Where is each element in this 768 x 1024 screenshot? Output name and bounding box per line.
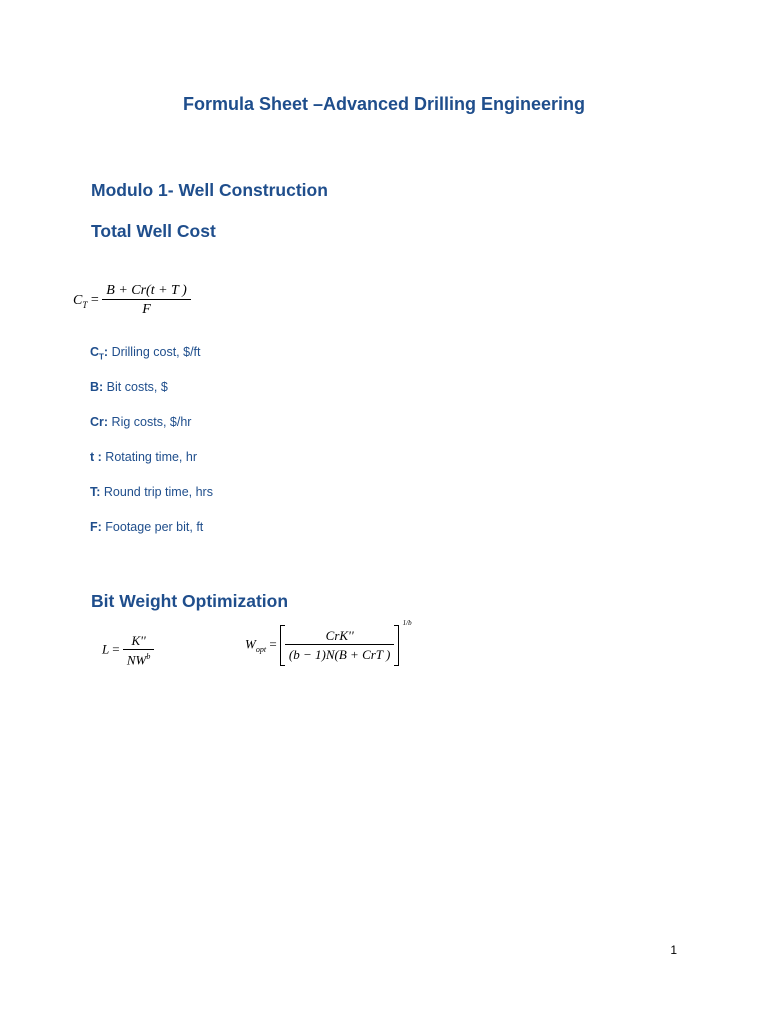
formula-L: L = $\frac{K''}{NW^b}$ <box>102 633 154 668</box>
section-heading-total-well-cost: Total Well Cost <box>91 221 216 241</box>
variable-definition: F: Footage per bit, ft <box>90 520 204 534</box>
formula-fraction <box>102 283 190 318</box>
formula-denominator: F <box>102 299 190 318</box>
page-number: 1 <box>670 943 677 957</box>
formula-numerator: B + Cr(t + T ) <box>106 283 187 298</box>
section-heading-bit-weight: Bit Weight Optimization <box>91 591 289 611</box>
formula-Wopt: $W_{opt}$ = $\frac{\text{CrK''}}{\text{(b − 1)N(B + CrT )}}$ $^{1/b}$ <box>245 625 412 666</box>
formula-exponent: 1/b <box>402 619 412 627</box>
document-title: Formula Sheet –Advanced Drilling Engineering <box>182 94 586 114</box>
formula-bracket: $\frac{\text{CrK''}}{\text{(b − 1)N(B + CrT )}}$ <box>280 625 399 666</box>
variable-definition: t : Rotating time, hr <box>90 450 197 464</box>
variable-definition: Cr: Rig costs, $/hr <box>90 415 192 429</box>
formula-L-fraction: $\frac{K''}{NW^b}$ <box>123 633 155 668</box>
variable-list <box>90 345 213 555</box>
variable-definition: B: Bit costs, $ <box>90 380 168 394</box>
variable-definition: $C_T$: Drilling cost, $/ft <box>90 345 201 362</box>
formula-total-cost: $C_T$ = $\frac{B + Cr(t + T )}{F}$ <box>73 283 191 318</box>
variable-definition: T: Round trip time, hrs <box>90 485 213 499</box>
formula-lhs: $C_T$ <box>73 292 88 310</box>
module-heading: Modulo 1- Well Construction <box>91 180 328 200</box>
